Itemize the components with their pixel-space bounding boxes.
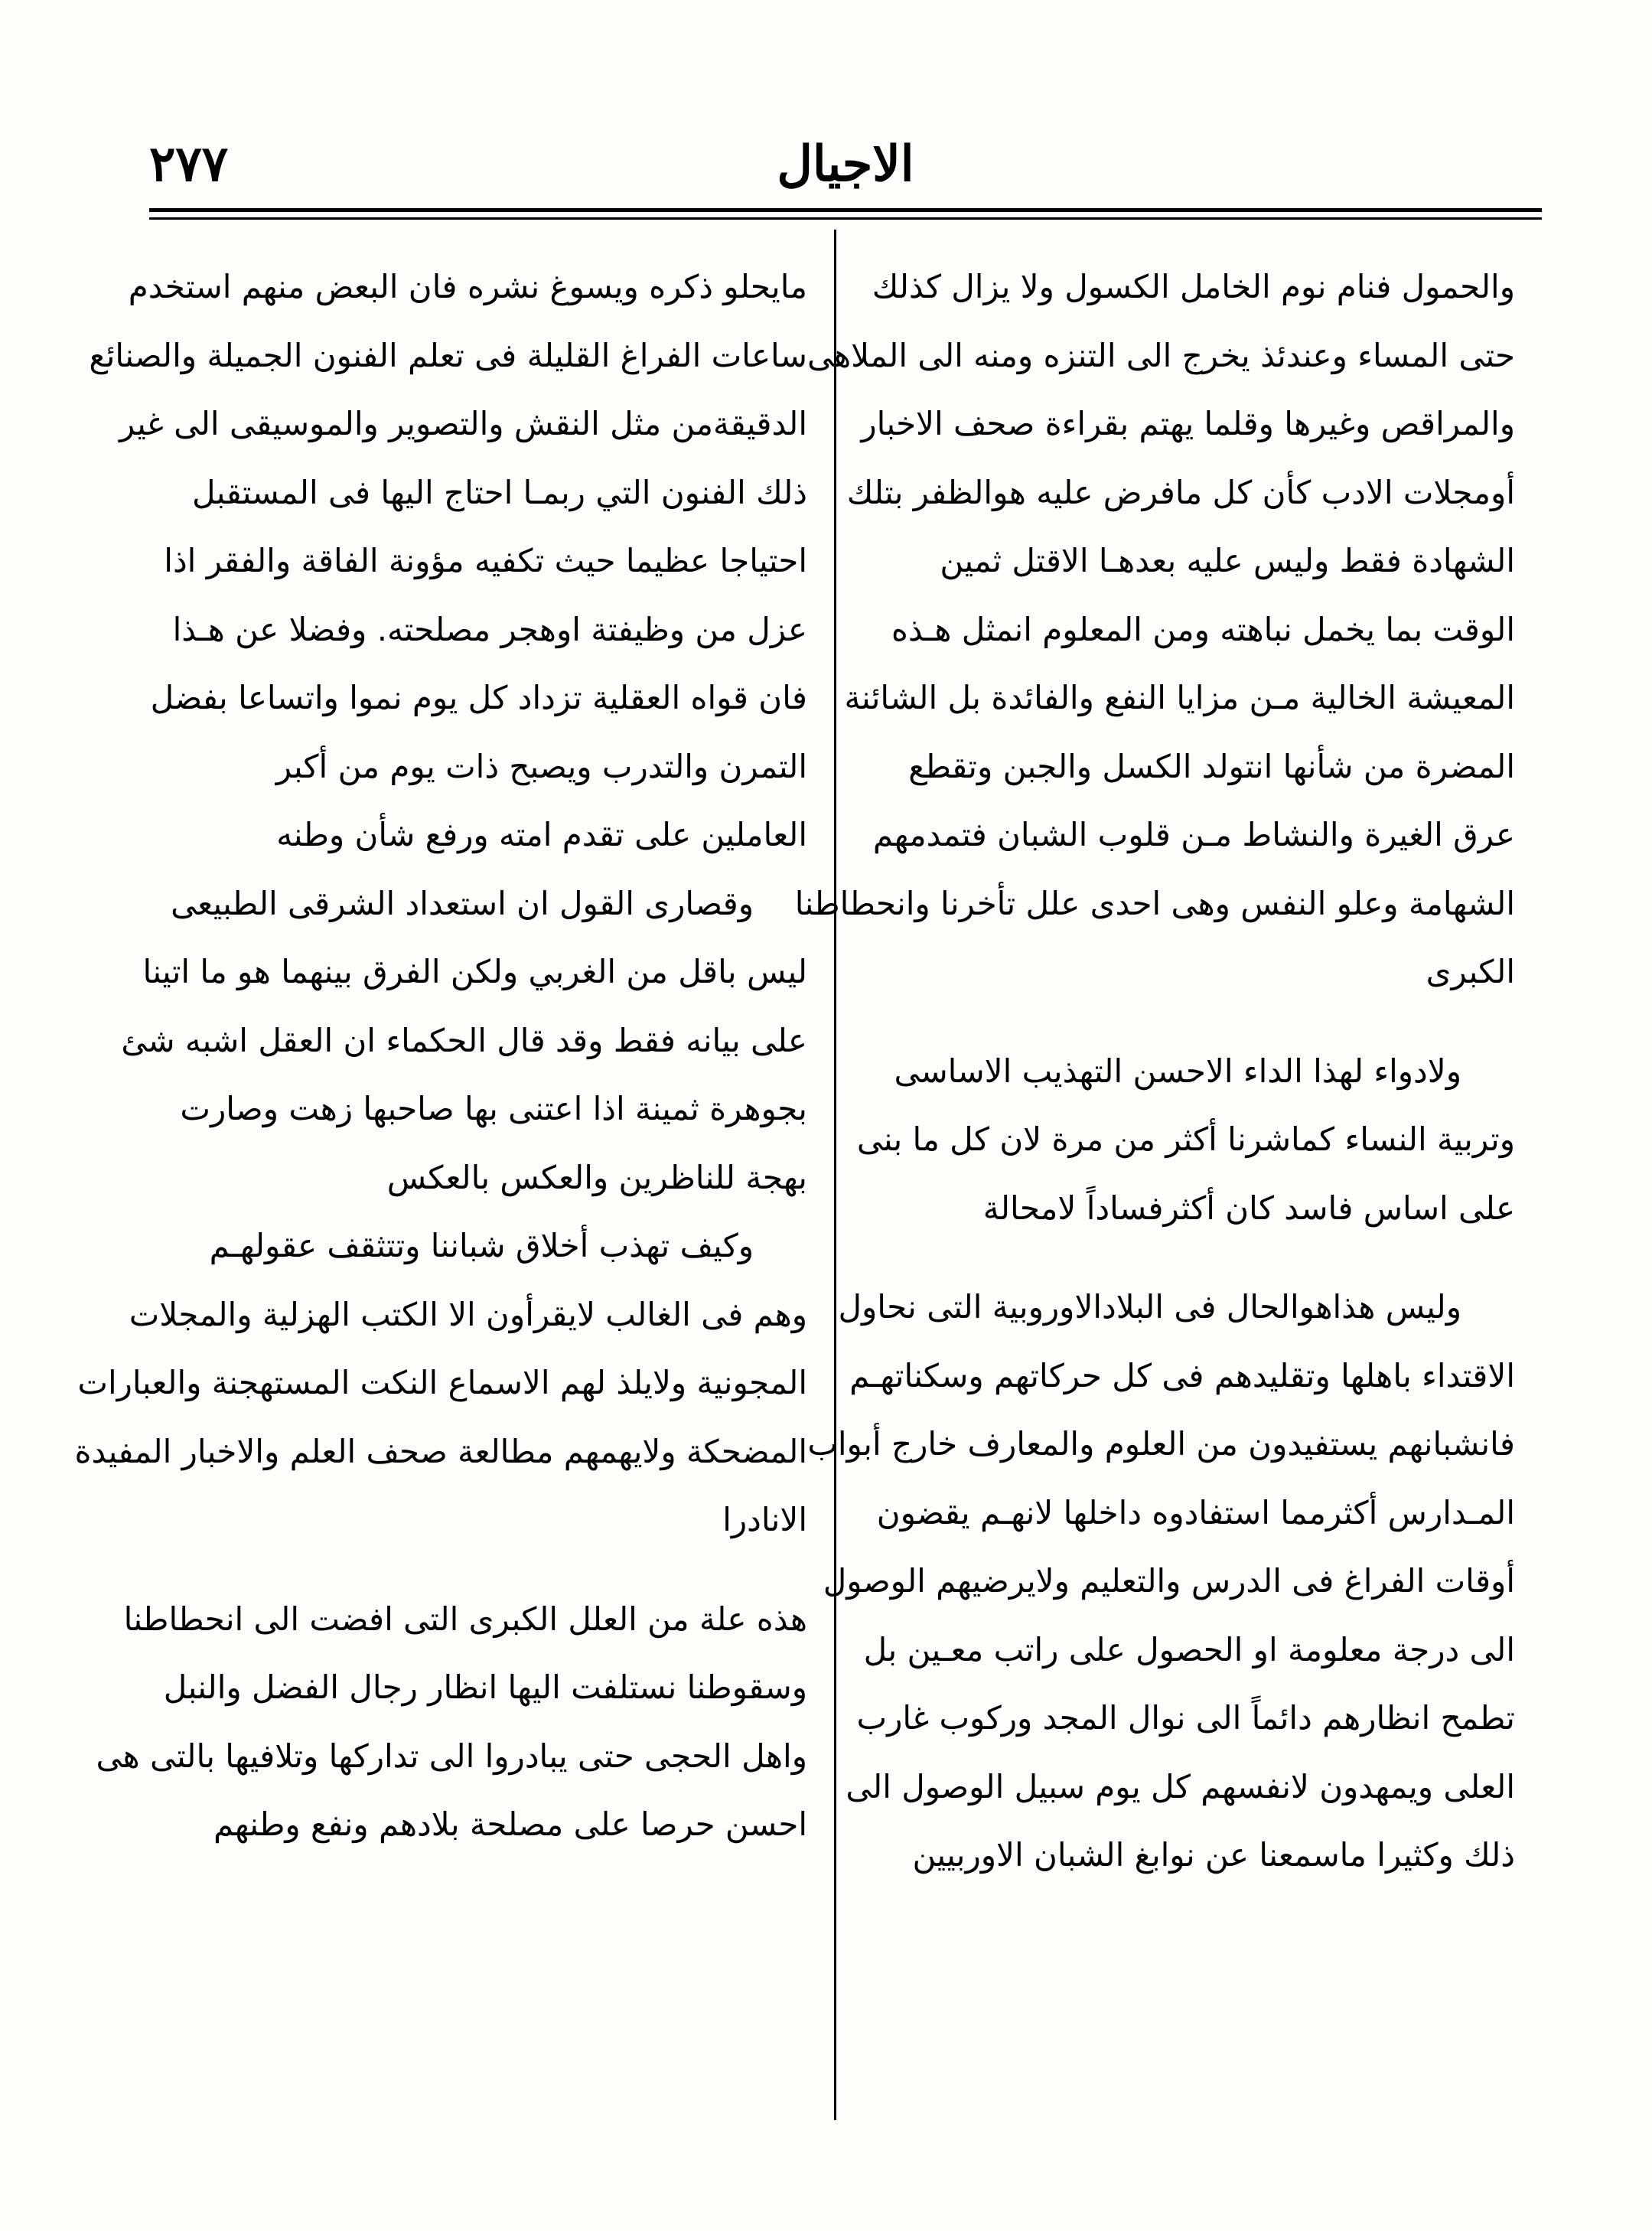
text-line: العلى ويمهدون لانفسهم كل يوم سبيل الوصول الى [846,1767,1515,1805]
text-line: الشهادة فقط وليس عليه بعدهـا الاقتل ثمين [940,542,1515,579]
text-line: ذلك الفنون التي ربمـا احتاج اليها فى المستقبل [192,473,807,511]
header-rule-thick [149,208,1542,212]
text-line: التمرن والتدرب ويصبح ذات يوم من أكبر [275,747,807,785]
text-line: وتربية النساء كماشرنا أكثر من مرة لان كل ما بنى [856,1120,1515,1158]
text-line: واهل الحجى حتى يبادروا الى تداركها وتلافيها بالتى هى [96,1737,807,1775]
text-line: بجوهرة ثمينة اذا اعتنى بها صاحبها زهت وصارت [180,1090,807,1127]
text-line: عزل من وظيفتة اوهجر مصلحته. وفضلا عن هـذا [172,610,807,648]
text-line: الدقيقةمن مثل النقش والتصوير والموسيقى الى غير [119,405,807,442]
text-line: هذه علة من العلل الكبرى التى افضت الى انحطاطنا [123,1600,807,1638]
paragraph [856,1037,1515,1243]
text-line: ليس باقل من الغربي ولكن الفرق بينهما هو ما اتينا [142,953,807,990]
header-rule-thin [149,217,1542,220]
text-line: ذلك وكثيرا ماسمعنا عن نوابغ الشبان الاوربيين [912,1836,1515,1874]
paragraph [794,253,1515,1006]
text-line: والحمول فنام نوم الخامل الكسول ولا يزال كذلك [872,268,1515,305]
text-line: احسن حرصا على مصلحة بلادهم ونفع وطنهم [213,1805,807,1843]
text-line: ولادواء لهذا الداء الاحسن التهذيب الاساسى [894,1052,1461,1090]
text-line: الانادرا [722,1501,807,1538]
text-line: على اساس فاسد كان أكثرفساداً لامحالة [982,1189,1515,1227]
text-line: الاقتداء باهلها وتقليدهم فى كل حركاتهم وسكناتهـم [849,1356,1515,1394]
text-line: مايحلو ذكره ويسوغ نشره فان البعض منهم استخدم [128,268,807,305]
page-number: ٢٧٧ [149,135,229,193]
text-line: وليس هذاهوالحال فى البلادالاوروبية التى نحاول [838,1288,1461,1326]
text-line: المضرة من شأنها انتولد الكسل والجبن وتقطع [908,747,1515,785]
text-line: المـدارس أكثرمما استفادوه داخلها لانهـم يقضون [876,1493,1515,1531]
text-line: ساعات الفراغ القليلة فى تعلم الفنون الجميلة والصنائع [89,336,807,374]
text-line: الى درجة معلومة او الحصول على راتب معـين بل [863,1630,1515,1668]
paragraph [74,1212,807,1554]
text-line: المجونية ولايلذ لهم الاسماع النكت المستهجنة والعبارات [77,1364,807,1401]
text-line: الكبرى [1426,953,1515,990]
text-line: احتياجا عظيما حيث تكفيه مؤونة الفاقة والفقر اذا [164,542,807,579]
paragraph [96,1585,807,1859]
left-column [74,253,807,1859]
text-line: بهجة للناظرين والعكس بالعكس [386,1158,807,1196]
text-line: وهم فى الغالب لايقرأون الا الكتب الهزلية والمجلات [129,1295,807,1333]
page-title: الاجيال [777,135,914,193]
text-line: الوقت بما يخمل نباهته ومن المعلوم انمثل هـذه [891,610,1515,648]
text-line: وكيف تهذب أخلاق شباننا وتتثقف عقولهـم [209,1227,754,1264]
text-line: والمراقص وغيرها وقلما يهتم بقراءة صحف الاخبار [861,405,1515,442]
text-line: عرق الغيرة والنشاط مـن قلوب الشبان فتمدمهم [872,816,1515,853]
column-divider [834,230,836,2120]
text-line: تطمح انظارهم دائماً الى نوال المجد وركوب غارب [856,1699,1515,1737]
text-line: على بيانه فقط وقد قال الحكماء ان العقل اشبه شئ [121,1021,807,1059]
text-line: فانشبانهم يستفيدون من العلوم والمعارف خارج أبواب [807,1425,1515,1463]
text-line: الشهامة وعلو النفس وهى احدى علل تأخرنا وانحطاطنا [794,884,1515,922]
text-line: أوقات الفراغ فى الدرس والتعليم ولايرضيهم الوصول [823,1562,1515,1600]
text-line: وقصارى القول ان استعداد الشرقى الطبيعى [171,884,754,922]
text-line: أومجلات الادب كأن كل مافرض عليه هوالظفر بتلك [846,473,1515,511]
paragraph [89,253,807,869]
text-line: العاملين على تقدم امته ورفع شأن وطنه [276,816,807,853]
text-line: فان قواه العقلية تزداد كل يوم نموا واتساعا بفضل [150,679,807,716]
text-line: وسقوطنا نستلفت اليها انظار رجال الفضل والنبل [163,1668,807,1706]
text-line: المضحكة ولايهمهم مطالعة صحف العلم والاخبار المفيدة [74,1432,807,1470]
right-column [794,253,1515,1890]
page-header [149,130,1542,199]
paragraph [121,869,807,1212]
text-line: المعيشة الخالية مـن مزايا النفع والفائدة بل الشائنة [844,679,1515,716]
text-line: حتى المساء وعندئذ يخرج الى التنزه ومنه الى الملاهى [807,336,1515,374]
paragraph [807,1273,1515,1890]
